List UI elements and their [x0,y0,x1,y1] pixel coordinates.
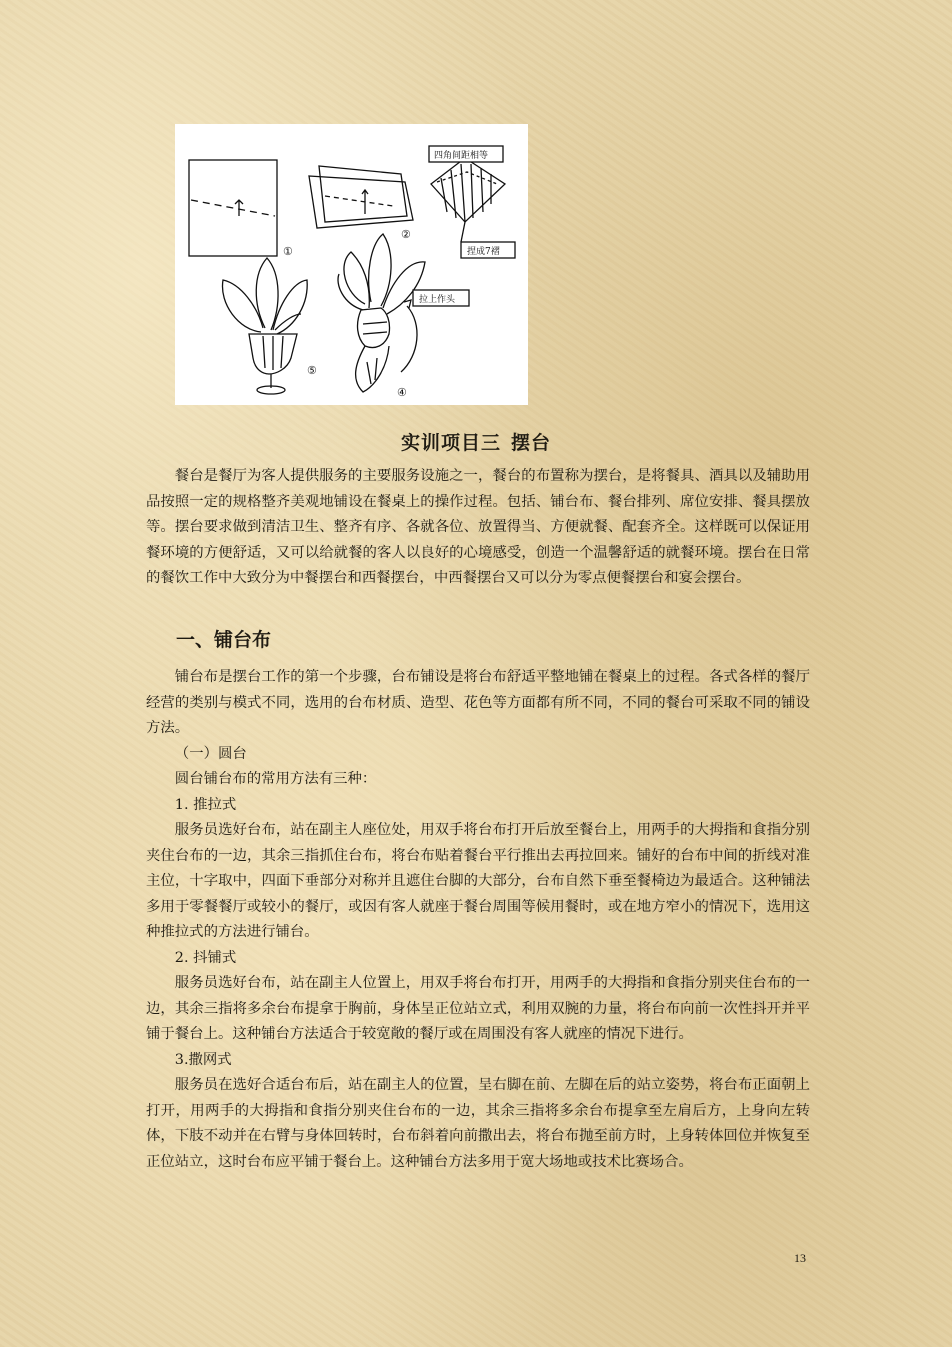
step1-square-napkin [189,160,293,258]
page-title [0,428,952,455]
step5-napkin-in-glass [222,258,317,394]
intro-paragraph: 餐台是餐厅为客人提供服务的主要服务设施之一，餐台的布置称为摆台，是将餐具、酒具以及辅助用品按照一定的规格整齐美观地铺设在餐桌上的操作过程。包括、铺台布、餐台排列、席位安排、餐具摆放等。摆台要求做到清洁卫生、整齐有序、各就各位、放置得当、方便就餐、配套齐全。这样既可以保证用餐环境的方便舒适，又可以给就餐的客人以良好的心境感受，创造一个温馨舒适的就餐环境。摆台在日常的餐饮工作中大致分为中餐摆台和西餐摆台，中西餐摆台又可以分为零点便餐摆台和宴会摆台。 [146,468,810,586]
step4-label: ④ [397,386,407,399]
step2-folded-napkin [309,166,413,241]
section1-intro: 铺台布是摆台工作的第一个步骤，台布铺设是将台布舒适平整地铺在餐桌上的过程。各式各样的餐厅经营的类别与模式不同，选用的台布材质、造型、花色等方面都有所不同，不同的餐台可采取不同的铺设方法。 [146,669,810,736]
intro-block [146,464,810,592]
box-fold-label: 捏成7褶 [467,247,500,257]
napkin-folding-figure [175,124,528,405]
page-number: 13 [794,1251,806,1265]
step4-hand-gathering [338,234,469,399]
method3-title: 3.撒网式 [174,1051,232,1068]
method1-body: 服务员选好台布，站在副主人座位处，用双手将台布打开后放至餐台上，用两手的大拇指和食指分别夹住台布的一边，其余三指抓住台布，将台布贴着餐台平行推出去再拉回来。铺好的台布中间的折线对准主位，十字取中，四面下垂部分对称并且遮住台脚的大部分，台布自然下垂至餐椅边为最适合。这种铺法多用于零餐餐厅或较小的餐厅，或因有客人就座于餐台周围等候用餐时，或在地方窄小的情况下，选用这种推拉式的方法进行铺台。 [146,822,810,940]
section1-body [146,665,810,1175]
step2-label: ② [401,228,411,241]
method2-title: 2. 抖铺式 [174,949,237,966]
section1-heading: 一、铺台布 [176,629,272,651]
title-part1: 实训项目三 [400,432,501,454]
method2-body: 服务员选好台布，站在副主人位置上，用双手将台布打开，用两手的大拇指和食指分别夹住台布的一边，其余三指将多余台布提拿于胸前，身体呈正位站立式，利用双腕的力量，将台布向前一次性抖开并平铺于餐台上。这种铺台方法适合于较宽敞的餐厅或在周围没有客人就座的情况下进行。 [146,975,810,1042]
sub1-intro: 圆台铺台布的常用方法有三种： [174,771,377,787]
step3-pleated-diamond [429,146,515,258]
method3-body: 服务员在选好合适台布后，站在副主人的位置，呈右脚在前、左脚在后的站立姿势，将台布正面朝上打开，用两手的大拇指和食指分别夹住台布的一边，其余三指将多余台布提拿至左肩后方，上身向左转体，下肢不动并在右臂与身体回转时，台布斜着向前撒出去，将台布抛至前方时，上身转体回位并恢复至正位站立，这时台布应平铺于餐台上。这种铺台方法多用于宽大场地或技术比赛场合。 [146,1077,810,1170]
step5-label: ⑤ [307,364,317,377]
box-top-label: 四角间距相等 [434,151,489,161]
method1-title: 1. 推拉式 [174,796,237,813]
box-pull-label: 拉上作头 [419,295,456,305]
title-part2: 摆台 [511,432,552,454]
step1-label: ① [283,245,293,258]
sub1-heading: （一）圆台 [174,745,247,762]
